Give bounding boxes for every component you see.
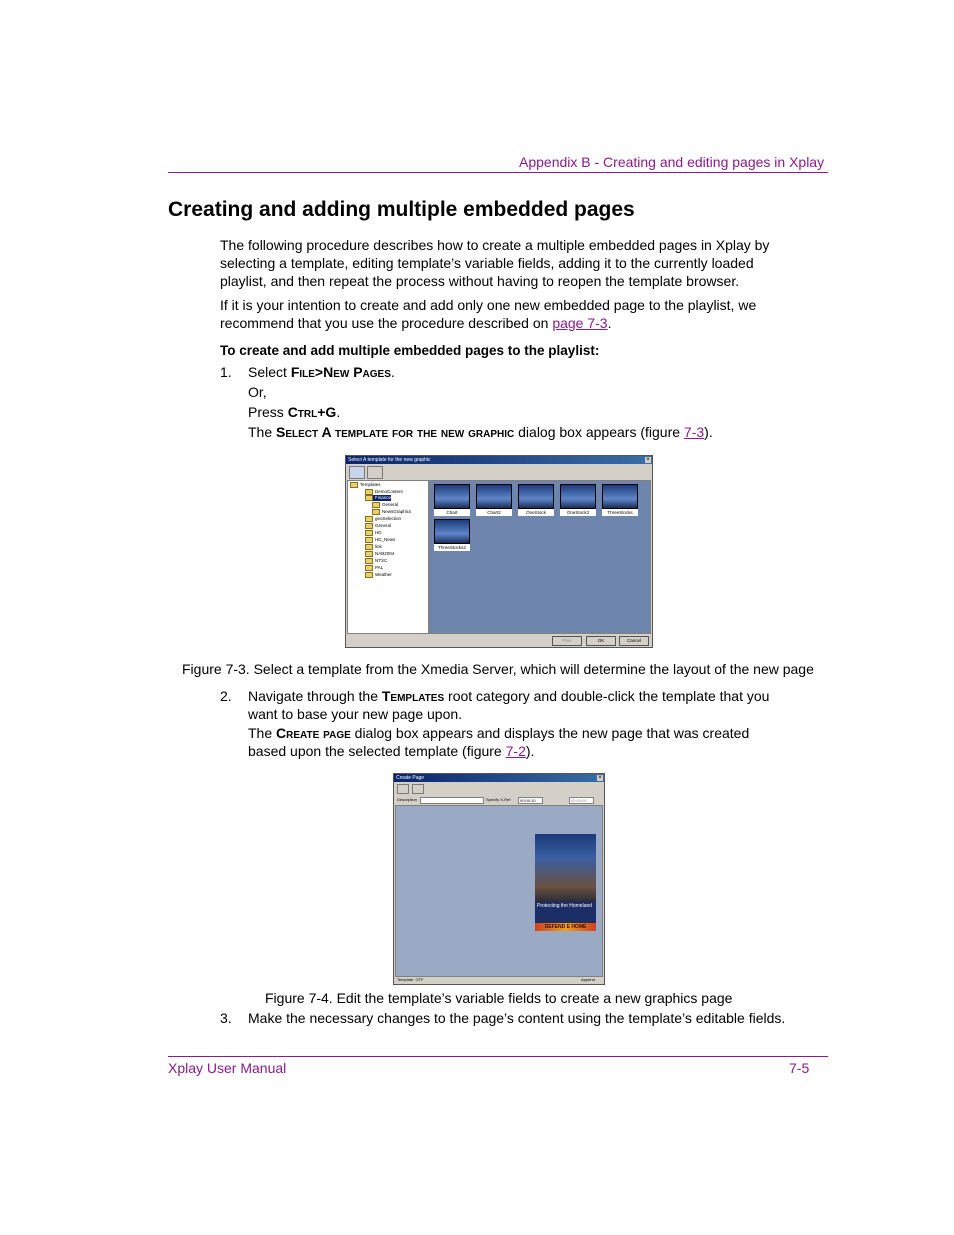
footer-manual-title: Xplay User Manual [168, 1060, 287, 1076]
tree-item[interactable] [372, 509, 411, 515]
preview-caption: Protecting the Homeland [535, 902, 596, 922]
template-tile[interactable] [560, 484, 596, 517]
status-template: Template: OTF [397, 977, 424, 982]
thumbnail [518, 484, 554, 509]
folder-icon [365, 565, 373, 571]
status-append: Append [581, 977, 595, 982]
dialog-title: Create Page [396, 775, 425, 781]
step-3-number: 3. [220, 1010, 232, 1026]
folder-icon [365, 495, 373, 501]
running-header: Appendix B - Creating and editing pages in Xplay [519, 154, 825, 170]
procedure-heading: To create and add multiple embedded pages to the playlist: [220, 343, 600, 358]
dialog-name: Select A template for the new graphic [276, 424, 515, 440]
figure-7-3-caption: Figure 7-3. Select a template from the Xmedia Server, which will determine the layout of the new page [182, 661, 814, 677]
dialog-title: Select A template for the new graphic [348, 457, 431, 463]
thumbnail [560, 484, 596, 509]
intro-line: The following procedure describes how to create a multiple embedded pages in Xplay by [220, 237, 770, 253]
recommend-paragraph [220, 296, 820, 332]
template-tile[interactable] [518, 484, 554, 517]
folder-icon [365, 572, 373, 578]
folder-icon [365, 544, 373, 550]
folder-icon [365, 523, 373, 529]
template-tile[interactable] [434, 484, 470, 517]
prev-button[interactable]: Prev [552, 636, 582, 646]
thumbnail [434, 519, 470, 544]
tile-label: OneStock [518, 509, 554, 516]
intro-line: playlist, and then repeat the process without having to reopen the template browser. [220, 273, 740, 289]
tree-item[interactable] [365, 565, 383, 571]
folder-icon [350, 482, 358, 488]
template-tile[interactable] [434, 519, 470, 552]
recommend-period: . [607, 315, 612, 331]
tree-label: NewsGraphics [382, 509, 412, 515]
header-rule [168, 172, 828, 173]
folder-icon [365, 558, 373, 564]
ok-button[interactable]: OK [586, 636, 616, 646]
tree-label: HD [375, 530, 382, 536]
tile-label: Chart [434, 509, 470, 516]
tree-item[interactable] [365, 530, 382, 536]
step-2-block [248, 687, 808, 723]
tree-label: link [375, 544, 382, 550]
press-text: Press [248, 404, 288, 420]
tree-label: PAL [375, 565, 384, 571]
step-2-result-line [248, 742, 808, 760]
large-icons-view-icon[interactable] [349, 466, 365, 479]
tree-item[interactable] [365, 537, 395, 543]
recommend-line: If it is your intention to create and add only one new embedded page to the playlist, we [220, 297, 757, 313]
tree-label: Finance [375, 495, 392, 501]
page-preview-area [395, 805, 603, 977]
step-2-text: root category and double-click the template that you [444, 688, 770, 704]
homeland-preview-image [535, 834, 596, 931]
close-icon[interactable]: × [598, 775, 602, 781]
intro-line: selecting a template, editing template’s variable fields, adding it to the currently loaded [220, 255, 754, 271]
footer-rule [168, 1056, 828, 1057]
create-page-dialog [393, 773, 605, 985]
tile-label: ThreeStocks [602, 509, 638, 516]
tree-label: geoSelection [375, 516, 402, 522]
tree-item[interactable] [372, 502, 398, 508]
append-icon[interactable] [412, 784, 424, 794]
tree-label: DemoContent [375, 489, 403, 495]
step-2-line [248, 687, 808, 705]
result-text: dialog box appears and displays the new page that was created [350, 725, 750, 741]
save-icon[interactable] [397, 784, 409, 794]
intro-paragraph [220, 236, 820, 290]
folder-icon [365, 551, 373, 557]
step-2-result [248, 724, 808, 760]
step-1-or: Or, [248, 384, 267, 400]
dialog-titlebar [394, 774, 604, 782]
folder-icon [372, 509, 380, 515]
tree-item[interactable] [365, 516, 401, 522]
dialog-name: Create page [276, 725, 351, 741]
thumbnail [476, 484, 512, 509]
thumbnail [602, 484, 638, 509]
tree-label: General [382, 502, 399, 508]
step-1-press [248, 403, 340, 421]
step-1-result [248, 423, 713, 441]
tree-item[interactable] [365, 558, 387, 564]
step-1-period: . [390, 364, 395, 380]
step-1-line [248, 363, 395, 381]
folder-icon [372, 502, 380, 508]
step-2-text: Navigate through the [248, 688, 382, 704]
tree-item[interactable] [365, 572, 392, 578]
tile-label: OneStock2 [560, 509, 596, 516]
step-2-number: 2. [220, 688, 232, 704]
template-tile[interactable] [602, 484, 638, 517]
tree-label: General [375, 523, 392, 529]
cancel-button[interactable]: Cancel [619, 636, 649, 646]
select-template-dialog [345, 455, 653, 648]
result-close: ). [704, 424, 713, 440]
preview-banner: DEFEND E HOME [535, 923, 596, 931]
time-field-1[interactable]: 00:00:10 [518, 797, 543, 804]
tree-label: Weather [375, 572, 392, 578]
close-icon[interactable]: × [646, 457, 650, 463]
figure-7-4-caption: Figure 7-4. Edit the template’s variable fields to create a new graphics page [265, 990, 733, 1006]
tree-label: Templates [360, 482, 381, 488]
tree-label: NAB2004 [375, 551, 395, 557]
specify-label: Specify X-Ref [486, 797, 511, 802]
result-text: based upon the selected template (figure [248, 743, 506, 759]
folder-icon [365, 516, 373, 522]
folder-icon [365, 537, 373, 543]
list-view-icon[interactable] [367, 466, 383, 479]
tree-item[interactable] [350, 482, 381, 488]
templates-category: Templates [381, 688, 445, 704]
result-text: The [248, 725, 277, 741]
template-tree[interactable] [347, 480, 429, 634]
recommend-text: recommend that you use the procedure described on [220, 315, 553, 331]
template-thumbnails [429, 480, 651, 634]
tree-item-selected[interactable] [365, 495, 391, 501]
figure-7-3-link[interactable]: 7-3 [683, 424, 705, 440]
template-tile[interactable] [476, 484, 512, 517]
step-3-text: Make the necessary changes to the page’s content using the template’s editable fields. [248, 1010, 786, 1026]
page-link[interactable]: page 7-3 [552, 315, 608, 331]
step-2-line: want to base your new page upon. [248, 706, 463, 722]
dialog-titlebar [346, 456, 652, 464]
description-label: Description [397, 797, 418, 802]
thumbnail [434, 484, 470, 509]
tree-item[interactable] [365, 551, 394, 557]
section-title: Creating and adding multiple embedded pages [168, 198, 635, 221]
menu-path: File>New Pages [290, 364, 391, 380]
tile-label: Chart2 [476, 509, 512, 516]
tree-label: NTSC [375, 558, 388, 564]
tree-item[interactable] [365, 523, 391, 529]
footer-page-number: 7-5 [789, 1060, 810, 1076]
result-close: ). [525, 743, 535, 759]
recommend-line [220, 314, 820, 332]
tree-item[interactable] [365, 544, 382, 550]
tree-label: HD_News [375, 537, 396, 543]
result-text: The [248, 424, 277, 440]
folder-icon [365, 530, 373, 536]
result-text: dialog box appears (figure [514, 424, 684, 440]
step-1-number: 1. [220, 364, 232, 380]
description-input[interactable] [420, 797, 484, 804]
figure-7-2-link[interactable]: 7-2 [505, 743, 526, 759]
step-1-text: Select [248, 364, 291, 380]
step-2-result-line [248, 724, 808, 742]
shortcut-key: Ctrl+G [287, 404, 337, 420]
press-period: . [336, 404, 341, 420]
time-field-2[interactable]: 00:00:00 [569, 797, 594, 804]
tile-label: ThreeStocks2 [434, 544, 470, 551]
